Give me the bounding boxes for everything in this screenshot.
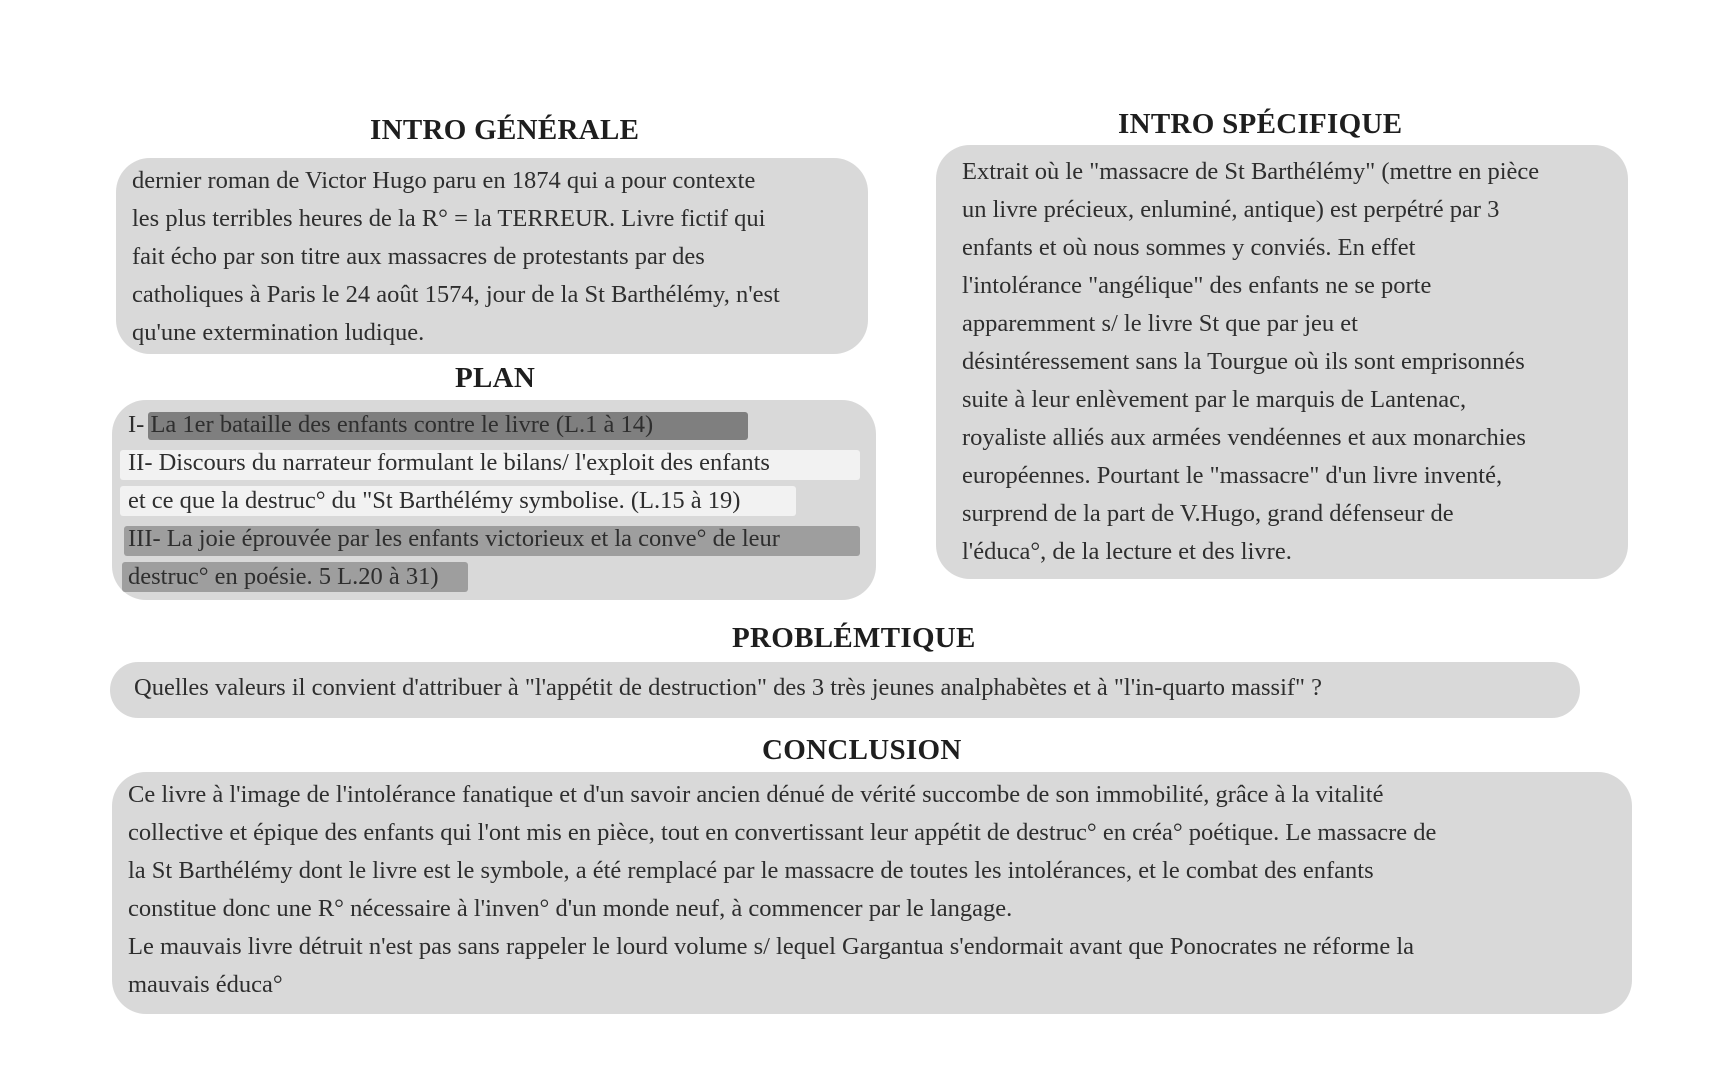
problematique-box [110, 662, 1580, 718]
intro-generale-line: les plus terribles heures de la R° = la TERREUR. Livre fictif qui [132, 205, 766, 232]
conclusion-line: mauvais éduca° [128, 971, 283, 998]
intro-specifique-line: désintéressement sans la Tourgue où ils sont emprisonnés [962, 348, 1525, 375]
intro-specifique-line: européennes. Pourtant le "massacre" d'un livre inventé, [962, 462, 1503, 489]
plan-item-2-cont [128, 482, 872, 520]
intro-specifique-line: l'éduca°, de la lecture et des livre. [962, 538, 1292, 565]
conclusion-line: la St Barthélémy dont le livre est le symbole, a été remplacé par le massacre de toutes les intolérances, et le combat des enfants [128, 857, 1374, 884]
intro-generale-box [116, 158, 868, 354]
plan-item-2-text-b: et ce que la destruc° du "St Barthélémy symbolise. (L.15 à 19) [128, 487, 741, 514]
intro-specifique-box [936, 145, 1628, 579]
problematique-text: Quelles valeurs il convient d'attribuer à "l'appétit de destruction" des 3 très jeunes analphabètes et à "l'in-quarto massif" ? [134, 674, 1323, 701]
plan-title: PLAN [455, 362, 536, 394]
intro-specifique-line: apparemment s/ le livre St que par jeu et [962, 310, 1358, 337]
conclusion-line: Le mauvais livre détruit n'est pas sans rappeler le lourd volume s/ lequel Gargantua s'endormait avant que Ponocrates ne réforme la [128, 933, 1415, 960]
problematique-title: PROBLÉMTIQUE [732, 622, 976, 654]
intro-generale-line: qu'une extermination ludique. [132, 319, 425, 346]
intro-specifique-line: enfants et où nous sommes y conviés. En effet [962, 234, 1416, 261]
intro-generale-title: INTRO GÉNÉRALE [370, 114, 640, 146]
conclusion-line: Ce livre à l'image de l'intolérance fanatique et d'un savoir ancien dénué de vérité succombe de son immobilité, grâce à la vitalité [128, 781, 1384, 808]
intro-specifique-line: un livre précieux, enluminé, antique) est perpétré par 3 [962, 196, 1500, 223]
plan-item-1 [128, 406, 872, 444]
plan-item-3-cont [128, 558, 872, 596]
intro-specifique-title: INTRO SPÉCIFIQUE [1118, 108, 1403, 140]
plan-box [112, 400, 876, 600]
intro-specifique-line: royaliste alliés aux armées vendéennes et aux monarchies [962, 424, 1526, 451]
intro-specifique-line: Extrait où le "massacre de St Barthélémy" (mettre en pièce [962, 158, 1540, 185]
conclusion-title: CONCLUSION [762, 734, 962, 766]
intro-specifique-line: suite à leur enlèvement par le marquis de Lantenac, [962, 386, 1467, 413]
plan-item-2 [128, 444, 872, 482]
intro-specifique-line: surprend de la part de V.Hugo, grand défenseur de [962, 500, 1454, 527]
intro-generale-line: catholiques à Paris le 24 août 1574, jour de la St Barthélémy, n'est [132, 281, 780, 308]
conclusion-line: collective et épique des enfants qui l'ont mis en pièce, tout en convertissant leur appétit de destruc° en créa° poétique. Le massacre de [128, 819, 1437, 846]
plan-item-2-text-a: II- Discours du narrateur formulant le bilans/ l'exploit des enfants [128, 449, 770, 476]
intro-generale-line: fait écho par son titre aux massacres de protestants par des [132, 243, 705, 270]
plan-item-1-text: I- La 1er bataille des enfants contre le livre (L.1 à 14) [128, 411, 654, 438]
plan-item-3-text-b: destruc° en poésie. 5 L.20 à 31) [128, 563, 439, 590]
intro-specifique-line: l'intolérance "angélique" des enfants ne se porte [962, 272, 1432, 299]
conclusion-line: constitue donc une R° nécessaire à l'inven° d'un monde neuf, à commencer par le langage. [128, 895, 1013, 922]
plan-item-3-text-a: III- La joie éprouvée par les enfants victorieux et la conve° de leur [128, 525, 780, 552]
conclusion-box [112, 772, 1632, 1014]
intro-generale-line: dernier roman de Victor Hugo paru en 1874 qui a pour contexte [132, 167, 756, 194]
plan-item-3 [128, 520, 872, 558]
